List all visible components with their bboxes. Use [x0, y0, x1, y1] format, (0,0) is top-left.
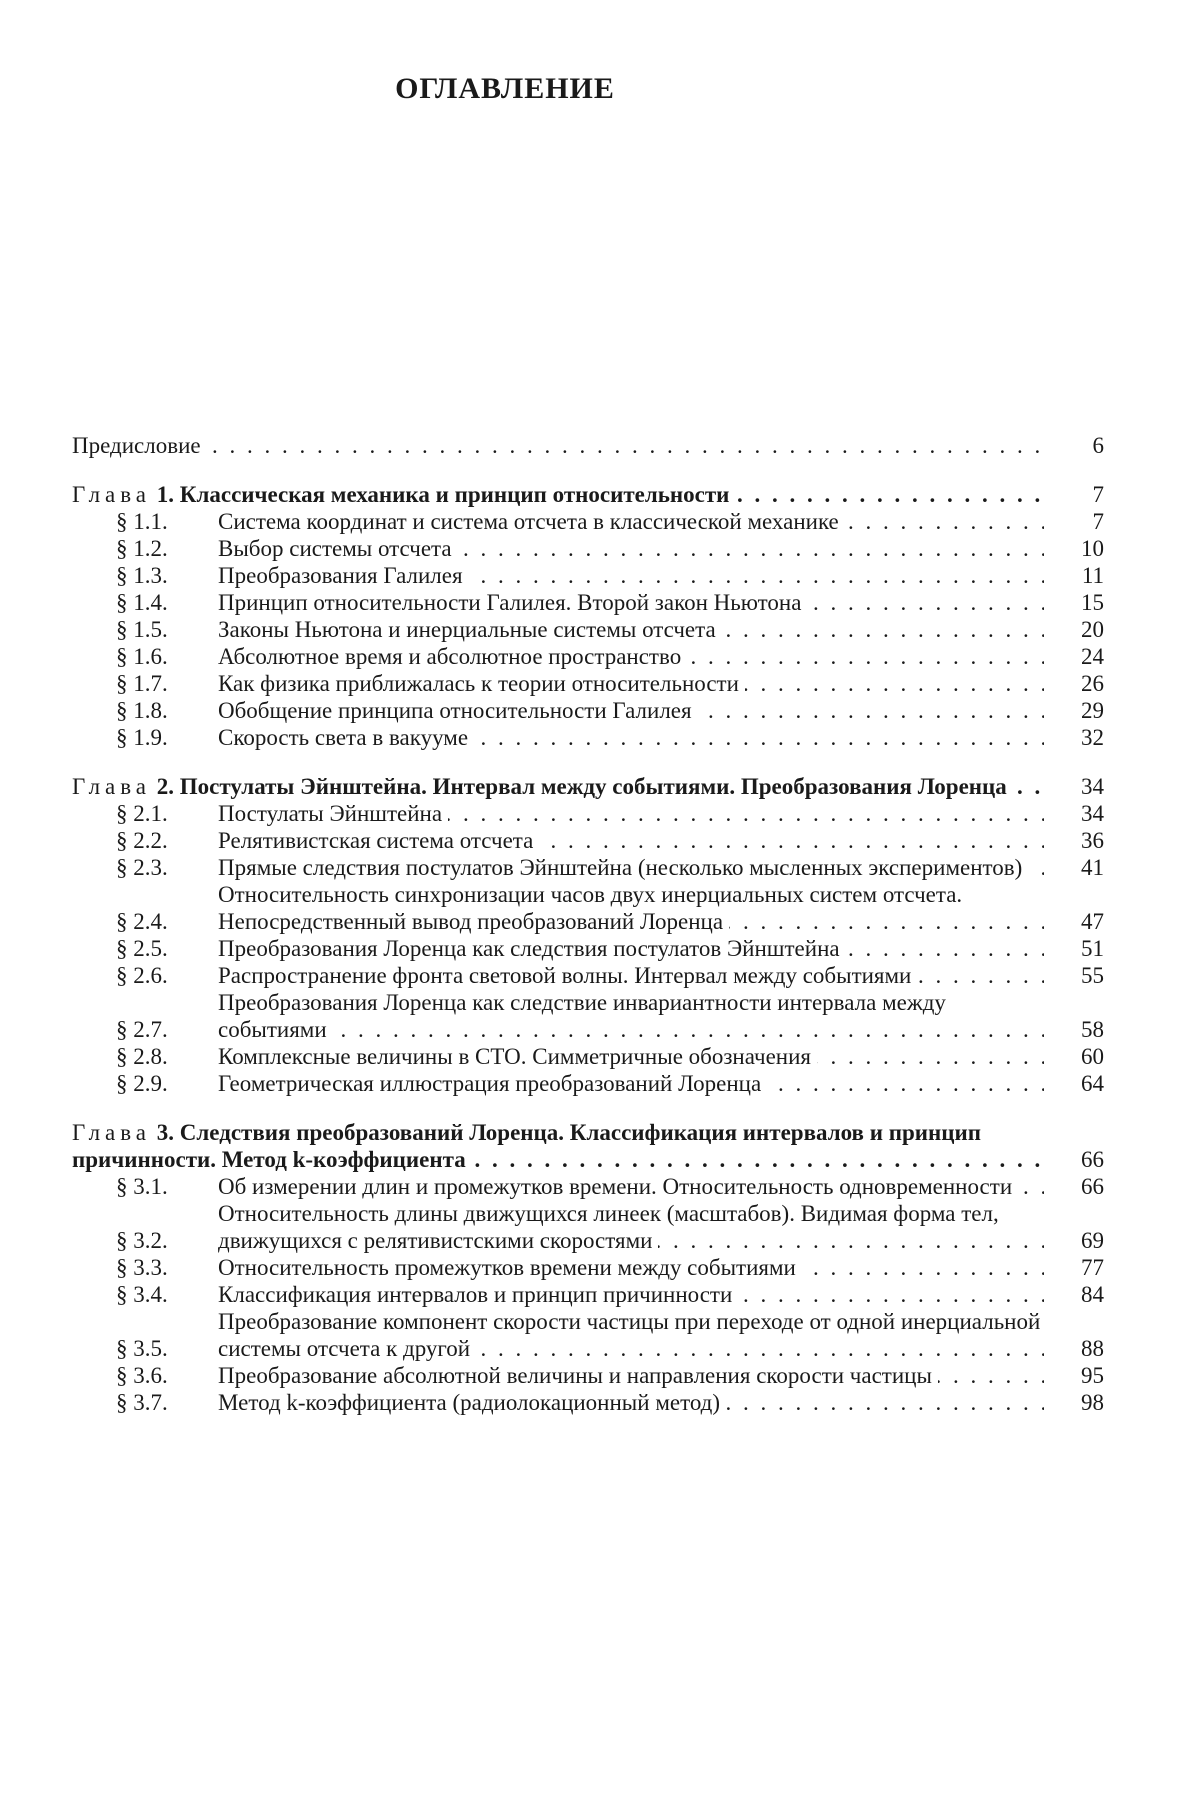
section-page: 10: [1081, 536, 1104, 561]
section-page: 55: [1081, 963, 1104, 988]
preface-label: Предисловие: [72, 433, 207, 458]
section-title: Метод k-коэффициента (радиолокационный метод): [218, 1390, 726, 1415]
toc-section[interactable]: [72, 800, 1104, 827]
section-number: § 2.1.: [116, 801, 168, 826]
section-page: 15: [1081, 590, 1104, 615]
section-number: § 3.3.: [116, 1255, 168, 1280]
chapter-gap: [72, 751, 1104, 773]
toc-section[interactable]: [72, 670, 1104, 697]
page-title: ОГЛАВЛЕНИЕ: [395, 72, 615, 105]
section-page: 20: [1081, 617, 1104, 642]
toc-section[interactable]: [72, 827, 1104, 854]
toc-section[interactable]: [72, 1173, 1104, 1200]
section-page: 98: [1081, 1390, 1104, 1415]
section-number: § 1.6.: [116, 644, 168, 669]
section-page: 84: [1081, 1282, 1104, 1307]
toc-section[interactable]: [72, 535, 1104, 562]
section-number: § 3.5.: [116, 1336, 168, 1361]
section-page: 69: [1081, 1228, 1104, 1253]
toc-section[interactable]: [72, 935, 1104, 962]
chapter-gap: [72, 459, 1104, 481]
toc-chapter-2[interactable]: [72, 773, 1104, 800]
section-title: Постулаты Эйнштейна: [218, 801, 448, 826]
section-number: § 2.6.: [116, 963, 168, 988]
toc-section[interactable]: [72, 1389, 1104, 1416]
section-number: § 2.3.: [116, 855, 168, 880]
section-title: Прямые следствия постулатов Эйнштейна (несколько мысленных экспериментов): [218, 855, 1028, 880]
toc-chapter-1[interactable]: [72, 481, 1104, 508]
section-title: Комплексные величины в СТО. Симметричные обозначения: [218, 1044, 817, 1069]
chapter-gap: [72, 1097, 1104, 1119]
toc-section[interactable]: [72, 589, 1104, 616]
section-title: Распространение фронта световой волны. Интервал между событиями: [218, 963, 917, 988]
toc-section[interactable]: [72, 562, 1104, 589]
section-number: § 1.3.: [116, 563, 168, 588]
toc-section[interactable]: [72, 724, 1104, 751]
section-number: § 3.7.: [116, 1390, 168, 1415]
section-title: Преобразования Лоренца как следствие инвариантности интервала между событиями: [218, 990, 946, 1042]
section-number: § 1.9.: [116, 725, 168, 750]
section-number: § 2.9.: [116, 1071, 168, 1096]
chapter-lead: Глава: [72, 774, 152, 799]
toc-preface[interactable]: [72, 432, 1104, 459]
section-number: § 2.5.: [116, 936, 168, 961]
section-page: 60: [1081, 1044, 1104, 1069]
toc-section[interactable]: [72, 881, 1104, 935]
section-page: 34: [1081, 801, 1104, 826]
toc-section[interactable]: [72, 989, 1104, 1043]
section-page: 29: [1081, 698, 1104, 723]
section-number: § 1.1.: [116, 509, 168, 534]
section-page: 51: [1081, 936, 1104, 961]
section-number: § 3.4.: [116, 1282, 168, 1307]
toc-section[interactable]: [72, 1070, 1104, 1097]
section-number: § 2.4.: [116, 909, 168, 934]
section-page: 77: [1081, 1255, 1104, 1280]
section-title: Релятивистская система отсчета: [218, 828, 539, 853]
preface-page: 6: [1092, 433, 1104, 458]
toc-section[interactable]: [72, 854, 1104, 881]
section-number: § 2.7.: [116, 1017, 168, 1042]
section-number: § 2.2.: [116, 828, 168, 853]
section-title: Относительность длины движущихся линеек (масштабов). Видимая форма тел, движущихся с релятивистскими скоростями: [218, 1201, 999, 1253]
section-title: Преобразования Лоренца как следствия постулатов Эйнштейна: [218, 936, 846, 961]
toc-section[interactable]: [72, 1043, 1104, 1070]
section-title: Выбор системы отсчета: [218, 536, 458, 561]
chapter-page: 34: [1081, 774, 1104, 799]
section-number: § 2.8.: [116, 1044, 168, 1069]
section-title: Об измерении длин и промежутков времени. Относительность одновременности: [218, 1174, 1018, 1199]
table-of-contents: [72, 432, 1104, 1416]
section-title: Преобразование компонент скорости частицы при переходе от одной инерциальной системы отсчета к другой: [218, 1309, 1041, 1361]
chapter-page: 66: [1081, 1147, 1104, 1172]
section-page: 47: [1081, 909, 1104, 934]
toc-section[interactable]: [72, 1281, 1104, 1308]
section-number: § 1.8.: [116, 698, 168, 723]
section-page: 66: [1081, 1174, 1104, 1199]
toc-section[interactable]: [72, 962, 1104, 989]
section-page: 7: [1092, 509, 1104, 534]
toc-section[interactable]: [72, 616, 1104, 643]
chapter-title: 3. Следствия преобразований Лоренца. Классификация интервалов и принцип причинности. Метод k-коэффициента: [72, 1120, 982, 1172]
chapter-page: 7: [1092, 482, 1104, 507]
section-title: Геометрическая иллюстрация преобразований Лоренца: [218, 1071, 767, 1096]
section-page: 24: [1081, 644, 1104, 669]
toc-section[interactable]: [72, 697, 1104, 724]
chapter-lead: Глава: [72, 1120, 152, 1145]
toc-section[interactable]: [72, 643, 1104, 670]
section-number: § 3.6.: [116, 1363, 168, 1388]
section-title: Обобщение принципа относительности Галилея: [218, 698, 698, 723]
section-page: 95: [1081, 1363, 1104, 1388]
section-page: 32: [1081, 725, 1104, 750]
section-page: 36: [1081, 828, 1104, 853]
section-number: § 1.2.: [116, 536, 168, 561]
section-title: Система координат и система отсчета в классической механике: [218, 509, 845, 534]
section-page: 11: [1081, 563, 1104, 588]
section-number: § 3.2.: [116, 1228, 168, 1253]
section-title: Скорость света в вакууме: [218, 725, 474, 750]
section-title: Законы Ньютона и инерциальные системы отсчета: [218, 617, 722, 642]
section-number: § 1.7.: [116, 671, 168, 696]
toc-section[interactable]: [72, 1362, 1104, 1389]
toc-section[interactable]: [72, 1308, 1104, 1362]
toc-chapter-3[interactable]: [72, 1119, 1104, 1173]
section-title: Преобразование абсолютной величины и направления скорости частицы: [218, 1363, 938, 1388]
section-title: Принцип относительности Галилея. Второй закон Ньютона: [218, 590, 807, 615]
section-title: Преобразования Галилея: [218, 563, 469, 588]
section-number: § 3.1.: [116, 1174, 168, 1199]
section-title: Относительность промежутков времени между событиями: [218, 1255, 802, 1280]
section-page: 41: [1081, 855, 1104, 880]
section-page: 58: [1081, 1017, 1104, 1042]
chapter-title: 1. Классическая механика и принцип относительности: [156, 482, 730, 507]
section-title: Абсолютное время и абсолютное пространство: [218, 644, 687, 669]
section-page: 64: [1081, 1071, 1104, 1096]
chapter-lead: Глава: [72, 482, 152, 507]
section-title: Относительность синхронизации часов двух инерциальных систем отсчета. Непосредственный вывод преобразований Лоренца: [218, 882, 963, 934]
chapter-title: 2. Постулаты Эйнштейна. Интервал между событиями. Преобразования Лоренца: [156, 774, 1007, 799]
section-page: 88: [1081, 1336, 1104, 1361]
section-title: Классификация интервалов и принцип причинности: [218, 1282, 738, 1307]
section-page: 26: [1081, 671, 1104, 696]
section-number: § 1.5.: [116, 617, 168, 642]
toc-section[interactable]: [72, 1254, 1104, 1281]
toc-section[interactable]: [72, 1200, 1104, 1254]
section-number: § 1.4.: [116, 590, 168, 615]
section-title: Как физика приближалась к теории относительности: [218, 671, 745, 696]
toc-section[interactable]: [72, 508, 1104, 535]
